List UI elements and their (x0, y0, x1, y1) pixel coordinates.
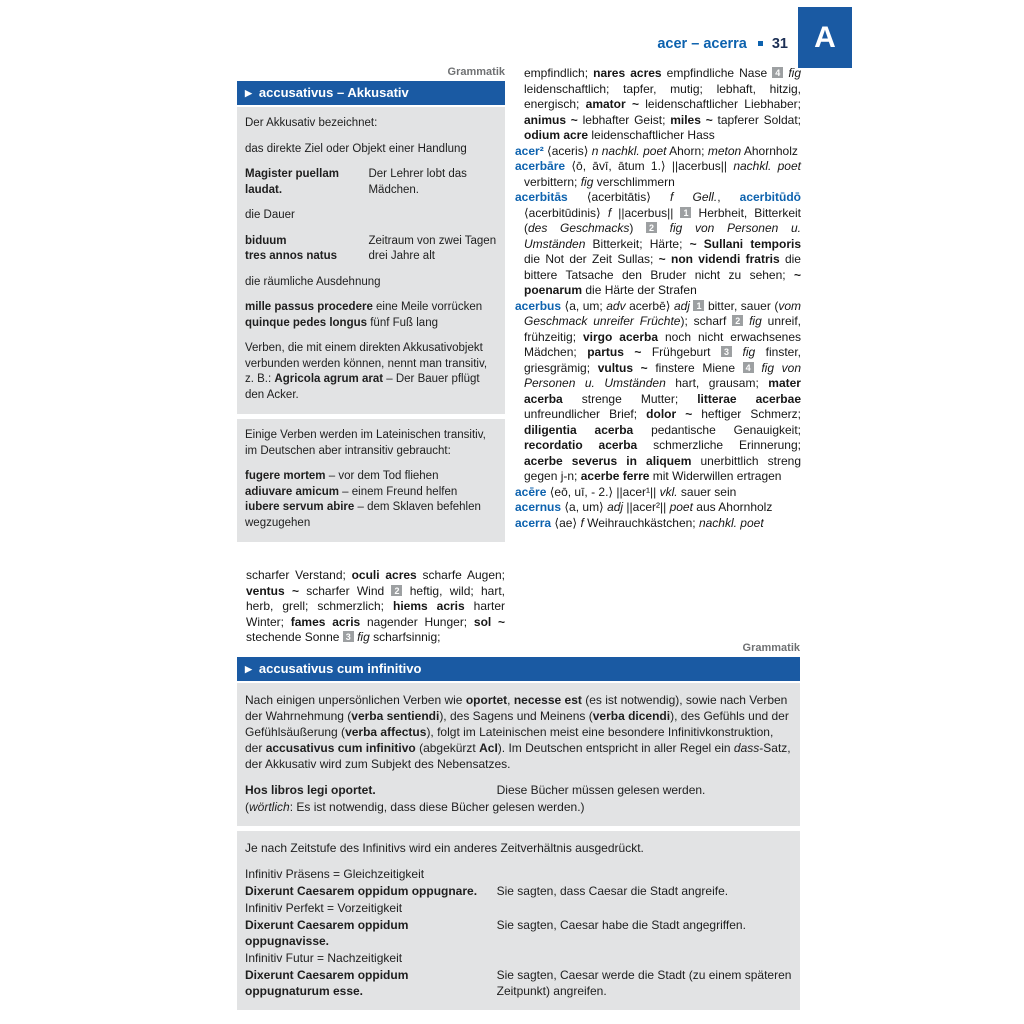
grammar-section (237, 683, 800, 826)
bold-text: tres annos natus (245, 250, 338, 262)
grammar-box-title (237, 81, 505, 105)
sense-number-badge: 2 (732, 315, 743, 326)
bold-text: oportet (465, 693, 508, 707)
text: ⟨acerbitātis⟩ (567, 190, 671, 204)
german-translation (368, 234, 497, 265)
italic-text: adj (673, 298, 690, 313)
grammar-box-title-text: accusativus cum infinitivo (258, 661, 422, 676)
text: ||acer²|| (623, 500, 670, 514)
text: tapferer Soldat; (712, 112, 801, 127)
text: Diese Bücher müssen gelesen werden. (496, 783, 706, 797)
text: ⟨a, um⟩ (561, 500, 608, 514)
text: : Es ist notwendig, dass diese Bücher gelesen werden.) (289, 800, 585, 814)
dictionary-entry-continuation (515, 66, 801, 144)
bold-text: iubere servum abire (245, 501, 355, 513)
text: scharfsinnig; (369, 630, 441, 644)
bold-text: AcI (479, 741, 498, 755)
text: , (717, 190, 740, 204)
bold-text: adiuvare amicum (245, 485, 339, 498)
text: drei Jahre alt (368, 250, 435, 262)
text: finster, griesgrämig; (524, 345, 801, 375)
text: scharfer Wind (298, 583, 392, 598)
left-column (237, 66, 505, 646)
text: leidenschaftlicher Liebhaber; (638, 97, 801, 111)
text: ) (629, 221, 646, 235)
italic-text: fig (749, 314, 762, 328)
german-translation (368, 167, 497, 198)
sense-number-badge: 1 (693, 300, 704, 311)
bold-text: recordatio acerba (524, 438, 638, 452)
text: – Der Bauer pflügt den Acker. (245, 373, 480, 401)
text: strenge Mutter; (562, 391, 698, 406)
page-number: 31 (771, 36, 788, 52)
grammar-section (237, 419, 505, 542)
italic-text: fig (357, 630, 370, 644)
text: Sie sagten, Caesar werde die Stadt (zu einem späteren Zeitpunkt) angreifen. (496, 968, 792, 998)
text: ), des Gefühls und der Gefühlsäußerung ( (245, 709, 789, 739)
text: Je nach Zeitstufe des Infinitivs wird ein anderes Zeitverhältnis ausgedrückt. (245, 841, 644, 855)
text: bitter, sauer ( (704, 298, 779, 313)
sense-number-badge: 4 (772, 67, 783, 78)
text: ), folgt im Lateinischen meist eine besondere Infinitivkonstruktion, der (245, 725, 774, 755)
grammatik-label: Grammatik (447, 66, 505, 78)
text: Der Lehrer lobt das Mädchen. (368, 168, 467, 196)
bold-text: Dixerunt Caesarem oppidum oppugnavisse. (245, 918, 409, 948)
bold-text: ~ poenarum (524, 267, 801, 297)
letter-tab-A[interactable] (798, 7, 852, 68)
bold-text: Magister puellam laudat. (245, 168, 339, 196)
bold-text: dolor ~ (646, 407, 693, 421)
headword: acer² (515, 143, 544, 158)
text: Der Akkusativ bezeichnet: (245, 117, 378, 129)
grammar-paragraph (245, 300, 497, 331)
grammar-section (237, 107, 505, 414)
text: Bitterkeit; Härte; (585, 236, 690, 251)
bold-text: verba sentiendi (351, 709, 440, 723)
bold-text: amator ~ (585, 97, 639, 111)
text: Sie sagten, Caesar habe die Stadt angegriffen. (496, 918, 746, 932)
bold-text: mille passus procedere (245, 301, 373, 313)
italic-text: fig (788, 66, 801, 80)
example-row (245, 917, 792, 949)
sense-number-badge: 3 (343, 631, 354, 642)
text: (abgekürzt (415, 741, 480, 755)
grammar-box-akkusativ (237, 81, 505, 542)
guide-words: acer – acerra (657, 36, 747, 52)
grammar-paragraph (245, 428, 497, 459)
bold-text: ~ non videndi fratris (658, 252, 780, 266)
text: ⟨ō, āvī, ātum 1.⟩ ||acerbus|| (565, 159, 734, 173)
italic-text: nachkl. poet (733, 159, 801, 173)
grammar-box-title-text: accusativus – Akkusativ (258, 85, 409, 100)
text: lebhafter Geist; (577, 112, 671, 127)
bold-text: acerbe severus in aliquem (524, 453, 692, 468)
headword: acerbitūdō (739, 190, 801, 204)
bold-text: Hos libros legi oportet. (245, 783, 376, 797)
text: Herbheit, Bitterkeit ( (524, 205, 801, 235)
grammar-section (237, 831, 800, 1010)
grammar-paragraph (245, 116, 497, 132)
dictionary-text-continuation-left (237, 568, 505, 646)
text (657, 221, 670, 235)
grammar-paragraph (245, 799, 792, 815)
right-column (515, 66, 801, 531)
headword: acerbus (515, 298, 562, 313)
bold-text: animus ~ (524, 112, 578, 127)
text: empfindliche Nase (661, 66, 773, 80)
running-head (500, 36, 788, 52)
latin-example (245, 782, 497, 798)
example-row (245, 782, 792, 798)
bold-text: ~ Sullani temporis (689, 236, 801, 251)
italic-text: vom Geschmack unreifer Früchte (524, 298, 801, 328)
italic-text: wörtlich (249, 800, 290, 814)
italic-text: dass (733, 741, 760, 755)
text: pedantische Genauigkeit; (633, 422, 802, 437)
example-row (245, 234, 497, 265)
bullet-square-icon (758, 41, 763, 46)
german-translation (497, 782, 792, 798)
bold-text: oculi acres (351, 568, 417, 582)
italic-text: poet (669, 500, 693, 514)
text: unreif, frühzeitig; (524, 314, 802, 344)
italic-text: meton (707, 143, 742, 158)
bold-text: Dixerunt Caesarem oppidum oppugnaturum esse. (245, 968, 409, 998)
bold-text: Agricola agrum arat (274, 373, 384, 385)
text: stechende Sonne (246, 630, 343, 644)
text: Nach einigen unpersönlichen Verben wie (245, 693, 466, 707)
text: eine Meile vorrücken (372, 301, 483, 313)
bold-text: accusativus cum infinitivo (265, 741, 416, 755)
text: empfindlich; (524, 66, 594, 80)
italic-text: fig (580, 174, 594, 189)
text: ⟨eō, uī, - 2.⟩ ||acer¹|| (546, 484, 660, 499)
text: Einige Verben werden im Lateinischen transitiv, im Deutschen aber intransitiv gebraucht: (245, 429, 486, 457)
text: – vor dem Tod fliehen (325, 470, 439, 482)
latin-example (245, 967, 497, 999)
text: ). Im Deutschen entspricht in aller Regel ein (497, 741, 734, 755)
bold-text: nares acres (593, 66, 662, 80)
text: heftig, wild; hart, herb, grell; schmerzlich; (246, 583, 505, 613)
text: nagender Hunger; (360, 614, 474, 629)
text: Infinitiv Präsens = Gleichzeitigkeit (245, 867, 425, 881)
bold-text: fugere mortem (245, 470, 326, 482)
bold-text: mater acerba (524, 376, 801, 406)
grammar-paragraph (245, 341, 497, 403)
bold-text: verba affectus (345, 725, 427, 739)
german-translation (497, 883, 792, 899)
text: fünf Fuß lang (367, 316, 438, 329)
italic-text: vkl. (659, 484, 678, 499)
triangle-right-icon: ▶ (245, 664, 252, 674)
text: (es ist notwendig), sowie nach Verben der Wahrnehmung ( (245, 693, 788, 723)
text: Verben, die mit einem direkten Akkusativobjekt verbunden werden können, nennt man transitiv, z. B.: (245, 342, 488, 385)
text: ), des Sagens und Meinens ( (439, 709, 593, 723)
bold-text: diligentia acerba (524, 422, 634, 437)
bottom-grammar-area (237, 642, 800, 1010)
grammar-paragraph (245, 142, 497, 158)
italic-text: f Gell. (670, 190, 718, 204)
text: ⟨acerbitūdinis⟩ (524, 205, 608, 220)
text: scharfer Verstand; (246, 568, 352, 582)
text: unerbittlich streng gegen j-n; (524, 453, 802, 483)
text: Infinitiv Futur = Nachzeitigkeit (245, 951, 403, 965)
bold-text: partus ~ (587, 345, 642, 359)
italic-text: f (607, 205, 612, 220)
text: – einem Freund helfen (338, 485, 458, 498)
grammar-paragraph (245, 275, 497, 291)
text: Ahorn; (666, 143, 708, 158)
text: verbittern; (524, 174, 581, 189)
text (732, 345, 742, 359)
text: mit Widerwillen ertragen (649, 469, 782, 483)
grammar-paragraph (245, 208, 497, 224)
italic-text: nachkl. poet (698, 515, 764, 530)
text: aus Ahornholz (692, 500, 773, 514)
bold-text: necesse est (513, 693, 582, 707)
bold-text: miles ~ (670, 112, 713, 127)
text: ⟨aceris⟩ (543, 143, 592, 158)
bold-text: biduum (245, 234, 287, 247)
text: harter Winter; (246, 599, 505, 629)
latin-example (245, 167, 368, 198)
bold-text: quinque pedes longus (245, 316, 368, 329)
text: unfreundlicher Brief; (524, 407, 647, 421)
text: die Dauer (245, 209, 295, 221)
bold-text: Dixerunt Caesarem oppidum oppugnare. (245, 884, 478, 898)
grammar-paragraph (245, 840, 792, 856)
sense-number-badge: 3 (721, 346, 732, 357)
text: ); scharf (680, 314, 733, 328)
dictionary-entry (515, 159, 801, 190)
italic-text: fig von Personen u. Umständen (524, 221, 801, 251)
grammar-paragraph (245, 469, 497, 531)
text: Weihrauchkästchen; (583, 515, 699, 530)
dictionary-entry (515, 516, 801, 532)
italic-text: fig von Personen u. Umständen (524, 360, 801, 390)
grammatik-label: Grammatik (742, 642, 800, 654)
german-translation (497, 967, 792, 999)
german-translation (497, 917, 792, 949)
text: die räumliche Ausdehnung (245, 275, 381, 288)
bold-text: odium acre (524, 128, 589, 142)
italic-text: n nachkl. poet (591, 143, 667, 158)
text: hart, grausam; (665, 376, 769, 390)
bold-text: ventus ~ (246, 583, 299, 598)
text: die Härte der Strafen (582, 283, 697, 297)
text: schmerzliche Erinnerung; (637, 438, 801, 452)
sense-number-badge: 2 (646, 222, 657, 233)
latin-example (245, 917, 497, 949)
text: ⟨a, um; (561, 298, 607, 313)
italic-text: adj (607, 500, 624, 514)
text: finstere Miene (647, 360, 743, 375)
text: acerbē⟩ (625, 298, 674, 313)
text: -Satz, der Akkusativ wird zum Subjekt des Nebensatzes. (245, 741, 791, 771)
bold-text: fames acris (290, 614, 361, 629)
latin-example (245, 883, 497, 899)
grammar-box-aci (237, 657, 800, 1010)
headword: acēre (515, 484, 547, 499)
text: scharfe Augen; (416, 568, 505, 582)
dictionary-entry (515, 485, 801, 501)
bold-text: acerbe ferre (580, 469, 650, 483)
italic-text: f (580, 515, 584, 530)
example-row (245, 167, 497, 198)
italic-text: des Geschmacks (528, 221, 630, 235)
text: noch nicht erwachsenes Mädchen; (524, 329, 802, 359)
bold-text: litterae acerbae (697, 391, 801, 406)
text: Zeitraum von zwei Tagen (368, 234, 497, 247)
text: – dem Sklaven befehlen wegzugehen (245, 501, 481, 529)
text: heftiger Schmerz; (692, 407, 801, 421)
headword: acerra (515, 515, 552, 530)
grammar-paragraph (245, 950, 792, 966)
text: Frühgeburt (641, 345, 721, 359)
text: leidenschaftlich; tapfer, mutig; lebhaft, hitzig, energisch; (524, 81, 801, 111)
sense-number-badge: 2 (391, 585, 402, 596)
text: ( (245, 800, 249, 814)
italic-text: adv (606, 298, 626, 313)
text: Sie sagten, dass Caesar die Stadt angreife. (496, 884, 729, 898)
text: Ahornholz (741, 143, 798, 158)
headword: acerbāre (515, 159, 566, 173)
triangle-right-icon: ▶ (245, 88, 252, 98)
text: die bittere Tatsache den Bruder nicht zu sehen; (524, 252, 801, 282)
headword: acerbitās (515, 190, 568, 204)
grammar-paragraph (245, 866, 792, 882)
grammar-paragraph (245, 692, 792, 772)
text: ||acerbus|| (611, 205, 681, 220)
grammar-box-title (237, 657, 800, 681)
text: leidenschaftlicher Hass (588, 128, 715, 142)
example-row (245, 883, 792, 899)
dictionary-entry (515, 144, 801, 160)
text: sauer sein (677, 484, 737, 499)
text: die Not der Zeit Sullas; (524, 252, 659, 266)
dictionary-entry (515, 299, 801, 485)
text: das direkte Ziel oder Objekt einer Handlung (245, 142, 467, 155)
headword: acernus (515, 500, 562, 514)
bold-text: virgo acerba (583, 329, 659, 344)
sense-number-badge: 1 (680, 207, 691, 218)
italic-text: fig (742, 345, 756, 359)
bold-text: hiems acris (392, 599, 465, 613)
text: verschlimmern (593, 174, 675, 189)
bold-text: verba dicendi (592, 709, 671, 723)
latin-example (245, 234, 368, 265)
dictionary-entry (515, 500, 801, 516)
bold-text: sol ~ (473, 614, 506, 629)
text: ⟨ae⟩ (551, 515, 581, 530)
example-row (245, 967, 792, 999)
sense-number-badge: 4 (743, 362, 754, 373)
text: Infinitiv Perfekt = Vorzeitigkeit (245, 901, 403, 915)
grammar-paragraph (245, 900, 792, 916)
letter-tab-label: A (814, 20, 836, 54)
bold-text: vultus ~ (597, 360, 648, 375)
text: , (507, 693, 514, 707)
dictionary-entry (515, 190, 801, 299)
